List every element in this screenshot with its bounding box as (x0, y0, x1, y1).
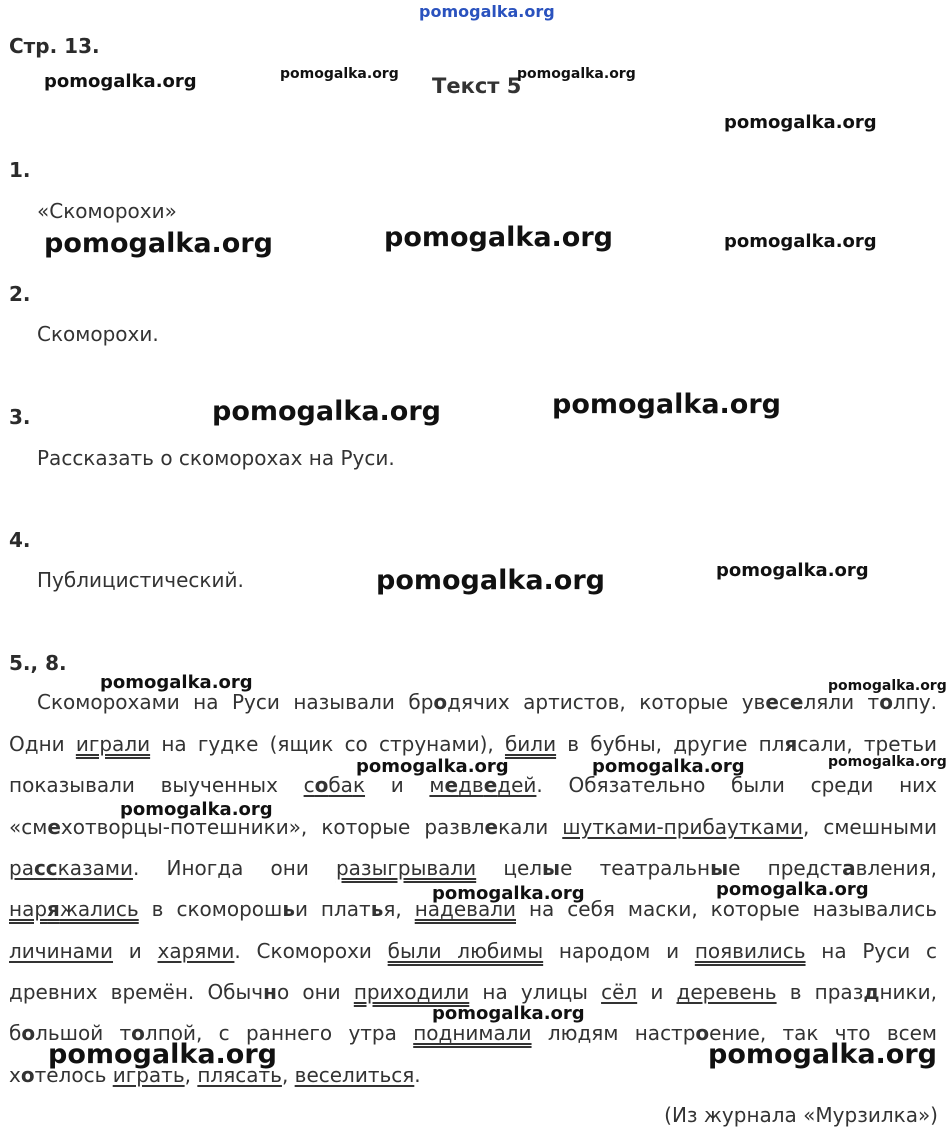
watermark: pomogalka.org (552, 389, 781, 420)
watermark: pomogalka.org (356, 756, 509, 777)
answer-1: «Скоморохи» (37, 199, 177, 223)
watermark: pomogalka.org (432, 1003, 585, 1024)
watermark: pomogalka.org (280, 66, 399, 82)
watermark: pomogalka.org (592, 756, 745, 777)
answer-4: Публицистический. (37, 568, 244, 592)
passage-line: «смехотворцы-потешники», которые развлекали шутками-прибаутками, смешными (9, 815, 937, 839)
passage-line: показывали выученных собак и медведей. Обязательно были среди них (9, 773, 937, 797)
question-number: 3. (9, 405, 31, 429)
watermark: pomogalka.org (432, 883, 585, 904)
watermark: pomogalka.org (44, 228, 273, 259)
source-citation: (Из журнала «Мурзилка») (664, 1103, 938, 1127)
watermark: pomogalka.org (716, 879, 869, 900)
watermark: pomogalka.org (384, 222, 613, 253)
passage-line: наряжались в скоморошьи платья, надевали на себя маски, которые назывались (9, 897, 937, 921)
page-reference: Стр. 13. (9, 34, 100, 58)
watermark: pomogalka.org (724, 112, 877, 133)
text-title: Текст 5 (432, 74, 522, 98)
watermark: pomogalka.org (212, 396, 441, 427)
question-number: 1. (9, 158, 31, 182)
watermark: pomogalka.org (100, 672, 253, 693)
passage-line: Одни играли на гудке (ящик со струнами), били в бубны, другие плясали, третьи (9, 732, 937, 756)
watermark: pomogalka.org (376, 565, 605, 596)
passage-line: личинами и харями. Скоморохи были любимы народом и появились на Руси с (9, 939, 937, 963)
passage-line: большой толпой, с раннего утра поднимали людям настроение, так что всем (9, 1021, 937, 1045)
watermark: pomogalka.org (828, 754, 947, 770)
watermark: pomogalka.org (708, 1039, 937, 1070)
watermark: pomogalka.org (44, 71, 197, 92)
passage-line: древних времён. Обычно они приходили на улицы сёл и деревень в праздники, (9, 980, 937, 1004)
watermark: pomogalka.org (724, 231, 877, 252)
question-number: 5., 8. (9, 651, 67, 675)
watermark: pomogalka.org (517, 66, 636, 82)
answer-2: Скоморохи. (37, 322, 159, 346)
passage-line: Скоморохами на Руси называли бродячих артистов, которые увеселяли толпу. (37, 690, 938, 714)
watermark: pomogalka.org (716, 560, 869, 581)
passage-line: рассказами. Иногда они разыгрывали целые театральные представления, (9, 856, 938, 880)
watermark: pomogalka.org (828, 678, 947, 694)
question-number: 2. (9, 282, 31, 306)
watermark: pomogalka.org (48, 1039, 277, 1070)
answer-3: Рассказать о скоморохах на Руси. (37, 446, 395, 470)
watermark: pomogalka.org (120, 799, 273, 820)
passage-line: хотелось играть, плясать, веселиться. (9, 1063, 421, 1087)
question-number: 4. (9, 528, 31, 552)
top-watermark: pomogalka.org (419, 2, 555, 21)
